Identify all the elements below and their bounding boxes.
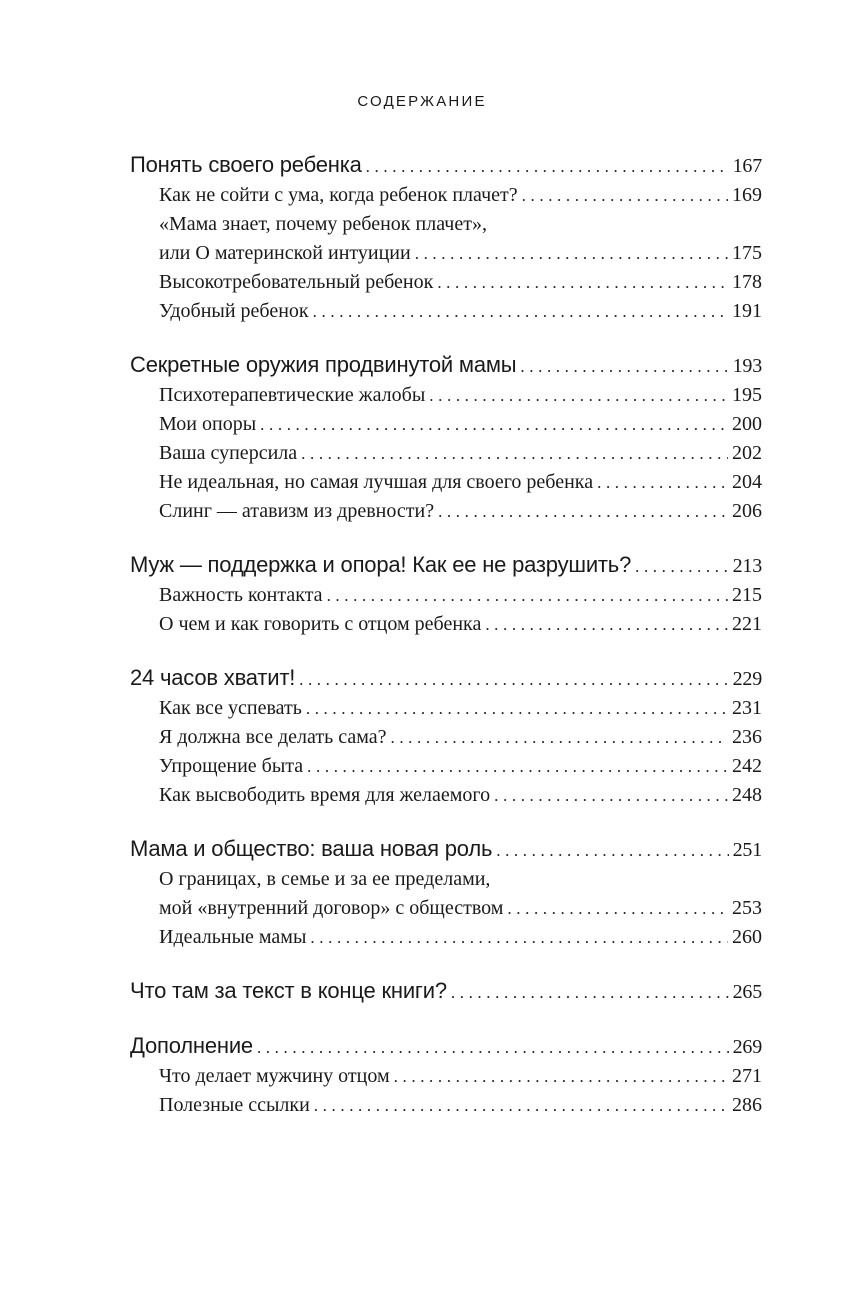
subentry-title: Высокотребовательный ребенок — [159, 271, 434, 293]
chapter-page-number: 251 — [732, 839, 762, 861]
subentry-page-number: 286 — [732, 1094, 762, 1116]
toc-chapter-entry[interactable] — [130, 1030, 762, 1062]
subentry-page-number: 191 — [732, 300, 762, 322]
chapter-page-number: 193 — [732, 355, 762, 377]
toc-section — [130, 975, 762, 1007]
toc-subentry[interactable] — [130, 297, 762, 326]
subentry-page-number: 204 — [732, 471, 762, 493]
dot-leader — [494, 781, 728, 810]
dot-leader — [394, 1062, 728, 1091]
subentry-page-number: 248 — [732, 784, 762, 806]
subentry-title: О чем и как говорить с отцом ребенка — [159, 613, 482, 635]
subentry-page-number: 236 — [732, 726, 762, 748]
dot-leader — [597, 468, 728, 497]
toc-subentry[interactable] — [130, 468, 762, 497]
dot-leader — [314, 1091, 728, 1120]
toc-subentry[interactable] — [130, 1091, 762, 1120]
subentry-page-number: 242 — [732, 755, 762, 777]
subentry-title: Важность контакта — [159, 584, 323, 606]
chapter-title: Мама и общество: ваша новая роль — [130, 836, 493, 861]
dot-leader — [451, 977, 729, 1009]
subentry-title: Удобный ребенок — [159, 300, 309, 322]
toc-chapter-entry[interactable] — [130, 549, 762, 581]
subentry-page-number: 260 — [732, 926, 762, 948]
toc-section — [130, 662, 762, 810]
dot-leader — [260, 410, 728, 439]
subentry-page-number: 215 — [732, 584, 762, 606]
table-of-contents — [130, 149, 762, 1143]
dot-leader — [415, 239, 728, 268]
subentry-title-first-line[interactable]: О границах, в семье и за ее пределами, — [159, 868, 491, 890]
subentry-title: Полезные ссылки — [159, 1094, 310, 1116]
dot-leader — [307, 752, 728, 781]
chapter-title: Муж — поддержка и опора! Как ее не разрушить? — [130, 552, 632, 577]
subentry-title: Не идеальная, но самая лучшая для своего ребенка — [159, 471, 594, 493]
dot-leader — [310, 923, 728, 952]
dot-leader — [485, 610, 728, 639]
toc-subentry[interactable] — [130, 439, 762, 468]
dot-leader — [306, 694, 728, 723]
chapter-page-number: 229 — [732, 668, 762, 690]
subentry-title: Как не сойти с ума, когда ребенок плачет? — [159, 184, 518, 206]
toc-section — [130, 1030, 762, 1120]
dot-leader — [429, 381, 728, 410]
subentry-page-number: 169 — [732, 184, 762, 206]
toc-chapter-entry[interactable] — [130, 349, 762, 381]
toc-subentry[interactable] — [130, 894, 762, 923]
chapter-page-number: 213 — [732, 555, 762, 577]
chapter-title: Понять своего ребенка — [130, 152, 362, 177]
toc-chapter-entry[interactable] — [130, 975, 762, 1007]
dot-leader — [257, 1032, 729, 1064]
toc-subentry[interactable] — [130, 239, 762, 268]
dot-leader — [301, 439, 728, 468]
toc-subentry[interactable] — [130, 694, 762, 723]
dot-leader — [507, 894, 728, 923]
dot-leader — [438, 497, 728, 526]
toc-subentry[interactable] — [130, 410, 762, 439]
subentry-page-number: 271 — [732, 1065, 762, 1087]
chapter-page-number: 167 — [732, 155, 762, 177]
subentry-title: Слинг — атавизм из древности? — [159, 500, 435, 522]
toc-subentry[interactable] — [130, 923, 762, 952]
dot-leader — [520, 351, 728, 383]
toc-subentry[interactable] — [130, 752, 762, 781]
subentry-page-number: 202 — [732, 442, 762, 464]
chapter-title: 24 часов хватит! — [130, 665, 296, 690]
chapter-page-number: 269 — [732, 1036, 762, 1058]
subentry-title: Что делает мужчину отцом — [159, 1065, 390, 1087]
toc-subentry[interactable] — [130, 181, 762, 210]
toc-chapter-entry[interactable] — [130, 662, 762, 694]
subentry-title-first-line[interactable]: «Мама знает, почему ребенок плачет», — [159, 213, 487, 235]
toc-subentry[interactable] — [130, 268, 762, 297]
subentry-title: Как все успевать — [159, 697, 302, 719]
dot-leader — [390, 723, 728, 752]
dot-leader — [437, 268, 728, 297]
subentry-title: Мои опоры — [159, 413, 257, 435]
subentry-title: Упрощение быта — [159, 755, 304, 777]
subentry-page-number: 200 — [732, 413, 762, 435]
toc-chapter-entry[interactable] — [130, 149, 762, 181]
toc-section — [130, 149, 762, 326]
subentry-page-number: 206 — [732, 500, 762, 522]
subentry-page-number: 175 — [732, 242, 762, 264]
toc-section — [130, 349, 762, 526]
dot-leader — [313, 297, 728, 326]
subentry-title: мой «внутренний договор» с обществом — [159, 897, 504, 919]
subentry-page-number: 231 — [732, 697, 762, 719]
chapter-title: Секретные оружия продвинутой мамы — [130, 352, 517, 377]
dot-leader — [635, 551, 728, 583]
dot-leader — [299, 664, 728, 696]
subentry-title: Как высвободить время для желаемого — [159, 784, 491, 806]
toc-subentry[interactable] — [130, 497, 762, 526]
toc-subentry[interactable] — [130, 781, 762, 810]
toc-chapter-entry[interactable] — [130, 833, 762, 865]
toc-section — [130, 549, 762, 639]
dot-leader — [496, 835, 728, 867]
subentry-title: или О материнской интуиции — [159, 242, 411, 264]
toc-subentry[interactable] — [130, 381, 762, 410]
subentry-title: Ваша суперсила — [159, 442, 298, 464]
subentry-title: Психотерапевтические жалобы — [159, 384, 426, 406]
dot-leader — [327, 581, 728, 610]
dot-leader — [522, 181, 728, 210]
toc-subentry[interactable] — [130, 610, 762, 639]
page-title: СОДЕРЖАНИЕ — [357, 93, 487, 110]
toc-subentry[interactable] — [130, 581, 762, 610]
chapter-title: Дополнение — [130, 1033, 253, 1058]
subentry-title: Идеальные мамы — [159, 926, 307, 948]
subentry-page-number: 253 — [732, 897, 762, 919]
toc-subentry[interactable] — [130, 723, 762, 752]
subentry-page-number: 221 — [732, 613, 762, 635]
subentry-page-number: 178 — [732, 271, 762, 293]
toc-section — [130, 833, 762, 952]
chapter-page-number: 265 — [732, 981, 762, 1003]
dot-leader — [366, 151, 729, 183]
subentry-title: Я должна все делать сама? — [159, 726, 387, 748]
toc-subentry[interactable] — [130, 1062, 762, 1091]
chapter-title: Что там за текст в конце книги? — [130, 978, 447, 1003]
subentry-page-number: 195 — [732, 384, 762, 406]
